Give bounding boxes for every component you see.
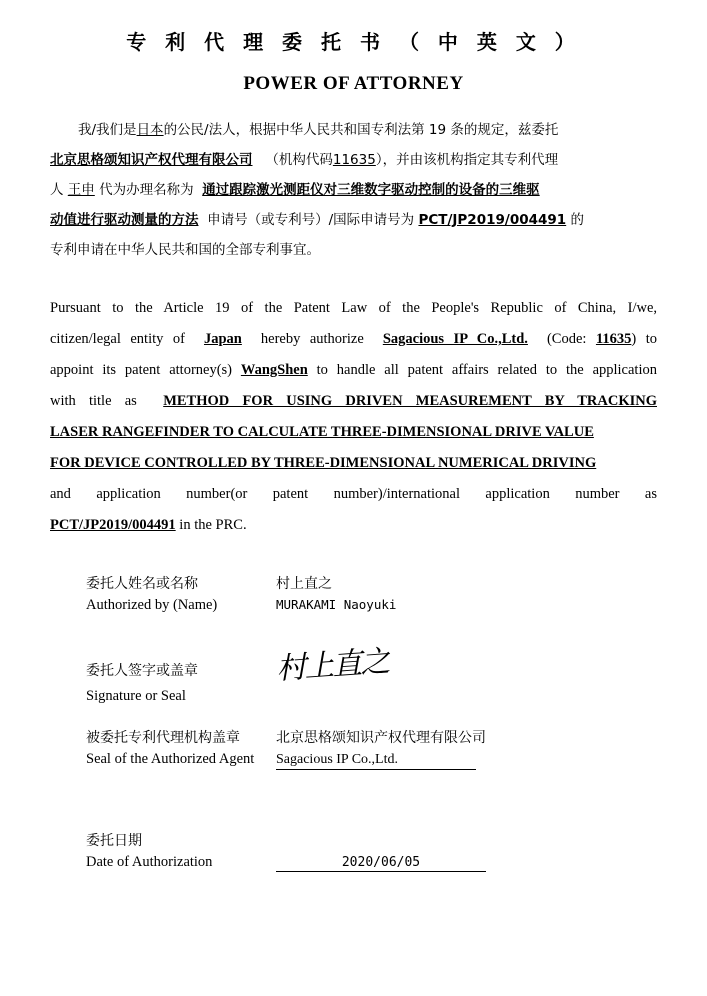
page-title-chinese: 专 利 代 理 委 托 书 （ 中 英 文 ） (126, 30, 581, 54)
document-page (0, 26, 707, 996)
en-invention-title-line2-row (50, 417, 657, 448)
en-application-number: PCT/JP2019/004491 (50, 517, 176, 533)
cn-agency-name: 北京思格颂知识产权代理有限公司 (50, 152, 253, 168)
en-l2-mid: hereby authorize (260, 331, 364, 347)
cn-l2-mid: （机构代码 (265, 152, 333, 168)
cn-agency-code: 11635 (332, 152, 376, 168)
chinese-line-2 (50, 145, 657, 175)
date-en-row (86, 854, 657, 872)
cn-l3-mid: 代为办理名称为 (99, 182, 194, 198)
chinese-body (50, 115, 657, 265)
cn-l2-end: ），并由该机构指定其专利代理 (375, 152, 559, 168)
chinese-line-5 (50, 235, 657, 265)
agent-seal-label-cn: 被委托专利代理机构盖章 (86, 730, 240, 746)
en-l3-pre: appoint its patent attorney(s) (50, 362, 233, 378)
en-attorney-name: WangShen (240, 362, 308, 378)
cn-l4-end: 的 (570, 212, 584, 228)
en-invention-title-line3-row (50, 448, 657, 479)
agent-seal-en-row (86, 751, 657, 770)
en-code-label: (Code: (546, 331, 587, 347)
signature-label-cn: 委托人签字或盖章 (86, 663, 198, 679)
date-group (86, 830, 657, 872)
signature-mark (276, 640, 657, 684)
en-l2-end: ) to (631, 331, 658, 347)
en-invention-title-line1: METHOD FOR USING DRIVEN MEASUREMENT BY TRACKING (163, 393, 657, 409)
agent-seal-label-en: Seal of the Authorized Agent (86, 751, 255, 767)
agent-seal-cn-row (86, 727, 657, 747)
cn-invention-title-part2: 动值进行驱动测量的方法 (50, 212, 199, 228)
cn-invention-title-part1: 通过跟踪激光测距仪对三维数字驱动控制的设备的三维驱 (202, 182, 540, 198)
agent-seal-value-cn: 北京思格颂知识产权代理有限公司 (276, 730, 486, 746)
cn-l5: 专利申请在中华人民共和国的全部专利事宜。 (50, 242, 320, 258)
signature-label-en: Signature or Seal (86, 688, 186, 704)
en-line-2 (50, 324, 657, 355)
signature-group (86, 640, 657, 705)
en-line-4 (50, 386, 657, 417)
cn-l1-pre: 我/我们是 (78, 122, 137, 138)
signature-cn-row (86, 640, 657, 684)
agent-seal-value-en: Sagacious IP Co.,Ltd. (276, 752, 476, 770)
authorized-by-en-row (86, 597, 657, 614)
agent-seal-value-en-wrap (276, 752, 657, 770)
date-value-wrap (276, 855, 657, 872)
authorized-by-label-cn: 委托人姓名或名称 (86, 576, 198, 592)
chinese-line-4 (50, 205, 657, 235)
english-body (50, 293, 657, 541)
authorized-by-value-cn: 村上直之 (276, 576, 332, 592)
date-label-cn: 委托日期 (86, 833, 142, 849)
cn-l1-mid: 的公民/法人，根据中华人民共和国专利法第 19 条的规定，兹委托 (163, 122, 559, 138)
authorized-by-group (86, 573, 657, 614)
chinese-line-3 (50, 175, 657, 205)
cn-application-number: PCT/JP2019/004491 (418, 212, 567, 228)
en-invention-title-line3: FOR DEVICE CONTROLLED BY THREE-DIMENSIONAL NUMERICAL DRIVING (50, 455, 597, 471)
en-line-5: and application number(or patent number)/international application number as (50, 486, 657, 502)
en-l6-end: in the PRC. (179, 517, 247, 533)
date-value: 2020/06/05 (276, 855, 486, 872)
signature-en-row (86, 688, 657, 705)
date-cn-row (86, 830, 657, 850)
en-line-6 (50, 510, 657, 541)
page-title-english: POWER OF ATTORNEY (243, 73, 464, 94)
cn-l3-pre: 人 (50, 182, 64, 198)
en-line-3 (50, 355, 657, 386)
en-l4-pre: with title as (50, 393, 137, 409)
en-l3-end: to handle all patent affairs related to the application (316, 362, 657, 378)
cn-attorney-name: 王申 (67, 182, 95, 198)
en-country: Japan (203, 331, 242, 347)
en-agency-code: 11635 (595, 331, 632, 347)
authorized-by-label-en: Authorized by (Name) (86, 597, 218, 613)
date-label-en: Date of Authorization (86, 854, 213, 870)
cn-l4-mid: 申请号（或专利号）/国际申请号为 (207, 212, 415, 228)
authorized-by-cn-row (86, 573, 657, 593)
handwritten-signature: 村上直之 (275, 645, 390, 686)
en-invention-title-line2: LASER RANGEFINDER TO CALCULATE THREE-DIMENSIONAL DRIVE VALUE (50, 424, 594, 440)
en-agency-name: Sagacious IP Co.,Ltd. (382, 331, 528, 347)
en-l2-pre: citizen/legal entity of (50, 331, 185, 347)
authorized-by-value-en: MURAKAMI Naoyuki (276, 597, 397, 612)
agent-seal-group (86, 727, 657, 770)
cn-country: 日本 (136, 122, 164, 138)
en-line-1: Pursuant to the Article 19 of the Patent Law of the People's Republic of China, I/we, (50, 300, 657, 316)
chinese-line-1 (50, 115, 657, 145)
signature-section (86, 573, 657, 872)
